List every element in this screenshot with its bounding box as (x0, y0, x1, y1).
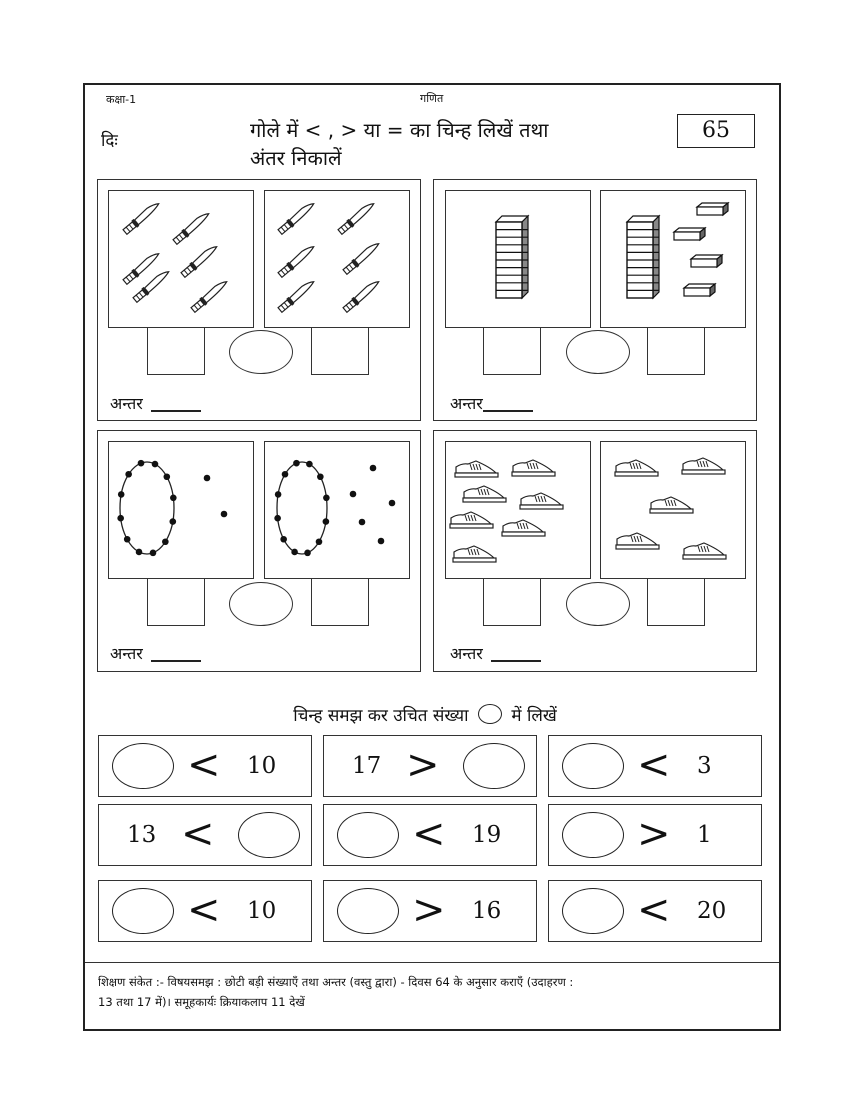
class-label: कक्षा-1 (106, 93, 137, 106)
title-line-1: गोले में < , > या = का चिन्ह लिखें तथा (250, 118, 549, 142)
inequality-box (323, 880, 537, 942)
inequality-box (98, 735, 312, 797)
counting-dot (152, 461, 159, 468)
counting-dot (306, 461, 313, 468)
counting-dot (316, 538, 323, 545)
counting-dot (291, 549, 298, 556)
inequality-number: 3 (697, 753, 712, 779)
counting-dot (282, 471, 289, 478)
inequality-box (548, 735, 762, 797)
shoe-icon (682, 458, 725, 474)
answer-oval[interactable] (112, 888, 174, 934)
shoe-icon (683, 543, 726, 559)
shoe-icon (502, 520, 545, 536)
greater-than-symbol: > (637, 811, 671, 857)
answer-oval[interactable] (238, 812, 300, 858)
antar-label: अन्तर (450, 394, 483, 413)
teaching-note (98, 972, 772, 1012)
counting-dot (136, 549, 143, 556)
knife-icon (277, 243, 316, 278)
unit-block-icon (684, 284, 715, 296)
counting-dot (323, 518, 330, 525)
knife-icon (180, 243, 219, 278)
antar-label: अन्तर (110, 394, 143, 413)
instruction-2 (0, 703, 850, 726)
inequality-number: 17 (352, 753, 382, 779)
ten-block-icon (627, 216, 659, 298)
inequality-number: 19 (472, 822, 502, 848)
ten-block-icon (496, 216, 528, 298)
teaching-note-line-1: शिक्षण संकेत :- विषयसमझ : छोटी बड़ी संख्याएँ तथा अन्तर (वस्तु द्वारा) - दिवस 64 के अनुसार कराएँ (उदाहरण : (98, 975, 574, 989)
counting-dot (124, 536, 131, 543)
less-than-symbol: < (187, 887, 221, 933)
counting-dot (274, 515, 281, 522)
counting-dot (221, 511, 228, 518)
counting-dot (293, 460, 300, 467)
counting-dot (280, 536, 287, 543)
oval-symbol-icon (478, 704, 502, 724)
counting-dot (370, 465, 377, 472)
subject-label: गणित (420, 92, 444, 105)
answer-oval[interactable] (562, 812, 624, 858)
knife-icon (277, 200, 316, 235)
knife-icon (342, 240, 381, 275)
shoe-icon (453, 546, 496, 562)
knife-icon (122, 200, 161, 235)
counting-dot (389, 500, 396, 507)
footer-divider (85, 962, 779, 963)
less-than-symbol: < (412, 811, 446, 857)
less-than-symbol: < (637, 887, 671, 933)
shoe-icon (455, 461, 498, 477)
less-than-symbol: < (637, 742, 671, 788)
counting-dot (169, 518, 176, 525)
shoe-icon (616, 533, 659, 549)
greater-than-symbol: > (412, 887, 446, 933)
inequality-box (98, 804, 312, 866)
knife-icon (337, 200, 376, 235)
counting-dot (164, 473, 171, 480)
shoe-icon (520, 493, 563, 509)
inequality-number: 10 (247, 753, 277, 779)
unit-block-icon (674, 228, 705, 240)
shoe-icon (450, 512, 493, 528)
counting-dot (138, 460, 145, 467)
knife-icon (277, 278, 316, 313)
inequality-box (98, 880, 312, 942)
inequality-box (548, 804, 762, 866)
instruction-text-before: चिन्ह समझ कर उचित संख्या (293, 706, 469, 726)
shoe-icon (615, 460, 658, 476)
knife-icon (172, 210, 211, 245)
greater-than-symbol: > (406, 742, 440, 788)
inequality-number: 10 (247, 898, 277, 924)
inequality-number: 20 (697, 898, 727, 924)
counting-dot (125, 471, 132, 478)
instruction-text-after: में लिखें (511, 706, 557, 726)
counting-dot (323, 494, 330, 501)
counting-dot (117, 515, 124, 522)
counting-dot (350, 491, 357, 498)
answer-oval[interactable] (337, 812, 399, 858)
counting-dot (275, 491, 282, 498)
inequality-number: 1 (697, 822, 712, 848)
inequality-box (323, 735, 537, 797)
answer-oval[interactable] (337, 888, 399, 934)
shoe-icon (463, 486, 506, 502)
counting-dot (204, 475, 211, 482)
answer-oval[interactable] (463, 743, 525, 789)
knife-icon (190, 278, 229, 313)
antar-label: अन्तर (450, 644, 483, 663)
shoe-icon (512, 460, 555, 476)
inequality-box (323, 804, 537, 866)
shoe-icon (650, 497, 693, 513)
inequality-box (548, 880, 762, 942)
less-than-symbol: < (181, 811, 215, 857)
counting-dot (162, 538, 169, 545)
title-line-2: अंतर निकालें (250, 146, 342, 170)
knife-icon (342, 278, 381, 313)
date-label: दिः (101, 131, 118, 151)
answer-oval[interactable] (562, 888, 624, 934)
unit-block-icon (691, 255, 722, 267)
antar-label: अन्तर (110, 644, 143, 663)
counting-dot (304, 550, 311, 557)
inequality-number: 13 (127, 822, 157, 848)
counting-dot (359, 519, 366, 526)
counting-dot (118, 491, 125, 498)
answer-oval[interactable] (562, 743, 624, 789)
unit-block-icon (697, 203, 728, 215)
teaching-note-line-2: 13 तथा 17 में)। समूहकार्यः क्रियाकलाप 11 देखें (98, 995, 305, 1009)
inequality-number: 16 (472, 898, 502, 924)
counting-dot (150, 550, 157, 557)
counting-dot (378, 538, 385, 545)
counting-dot (317, 473, 324, 480)
answer-oval[interactable] (112, 743, 174, 789)
page-number: 65 (677, 114, 755, 148)
less-than-symbol: < (187, 742, 221, 788)
counting-dot (170, 494, 177, 501)
